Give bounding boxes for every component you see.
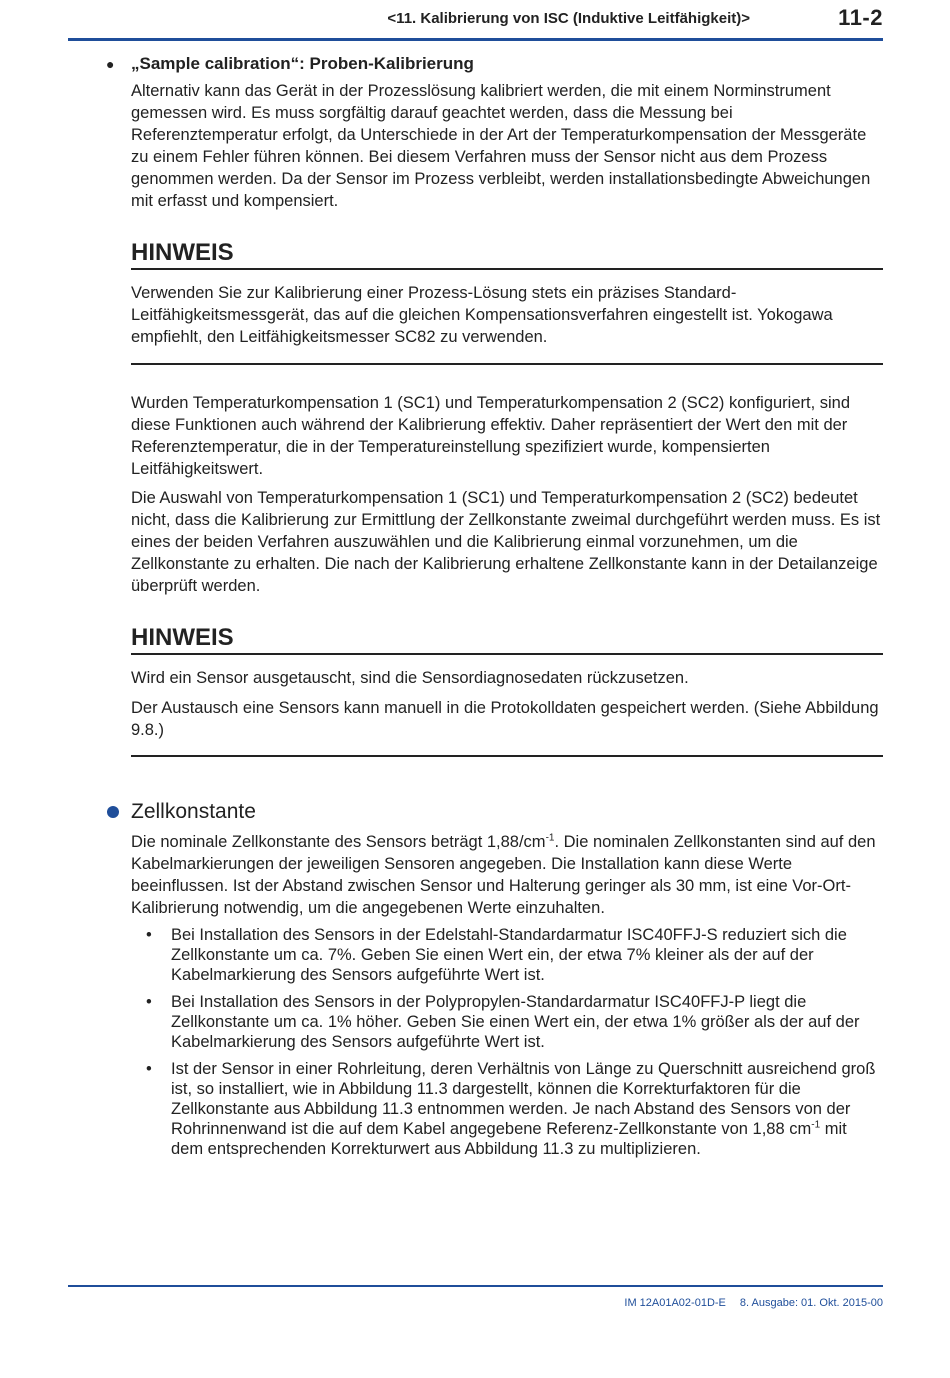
list-item bbox=[131, 992, 883, 1052]
superscript: -1 bbox=[811, 1119, 821, 1131]
cell-constant-title: Zellkonstante bbox=[131, 800, 256, 823]
intro-text-b: . Die nominalen Zellkonstanten sind auf den Kabelmarkierungen der jeweiligen Sensoren angegeben. Die Installation kann diese Werte beeinflussen. Ist der Abstand zwischen Sensor und Halterung geringer als 30 mm, ist eine Vor-Ort-Kalibrierung notwendig, um die angegebenen Werte einzuhalten. bbox=[131, 833, 876, 917]
sample-calibration-title: „Sample calibration“: Proben-Kalibrierung bbox=[131, 54, 474, 73]
note-rule bbox=[131, 363, 883, 365]
note-title: HINWEIS bbox=[131, 238, 883, 270]
temperature-compensation-section bbox=[131, 392, 883, 597]
edition-info: 8. Ausgabe: 01. Okt. 2015-00 bbox=[739, 1297, 883, 1309]
note-text-2: Der Austausch eine Sensors kann manuell in die Protokolldaten gespeichert werden. (Siehe Abbildung 9.8.) bbox=[131, 699, 879, 739]
note-box-1 bbox=[131, 238, 883, 365]
list-item-text: Ist der Sensor in einer Rohrleitung, deren Verhältnis von Länge zu Querschnitt ausreichend groß ist, so installiert, wie in Abbildung 11.3 dargestellt, können die Korrekturfaktoren für die Zellkonstante aus Abbildung 11.3 entnommen werden. Je nach Abstand des Sensors von der Rohrinnenwand ist die auf dem Kabel angegebene Referenz-Zellkonstante von 1,88 cm bbox=[171, 1060, 876, 1138]
bullet-icon: • bbox=[146, 926, 152, 944]
cell-constant-section bbox=[131, 801, 883, 1166]
note-rule bbox=[131, 755, 883, 757]
note-box-2 bbox=[131, 623, 883, 757]
list-item-text: Bei Installation des Sensors in der Polypropylen-Standardarmatur ISC40FFJ-P liegt die Zellkonstante um ca. 1% höher. Geben Sie einen Wert ein, der etwa 1% größer als der auf der Kabelmarkierung des Sensors aufgeführte Wert ist. bbox=[171, 993, 860, 1051]
sample-calibration-section bbox=[106, 53, 883, 212]
note-text-1: Wird ein Sensor ausgetauscht, sind die Sensordiagnosedaten rückzusetzen. bbox=[131, 669, 689, 687]
bullet-icon: ● bbox=[106, 56, 115, 72]
document-id: IM 12A01A02-01D-E bbox=[624, 1297, 726, 1309]
intro-text-a: Die nominale Zellkonstante des Sensors beträgt 1,88/cm bbox=[131, 833, 546, 851]
cell-constant-intro bbox=[131, 831, 883, 919]
page-header bbox=[68, 0, 883, 41]
temp-paragraph-1: Wurden Temperaturkompensation 1 (SC1) und Temperaturkompensation 2 (SC2) konfiguriert, sind diese Funktionen auch während der Kalibrierung effektiv. Daher repräsentiert der Wert den mit der Referenztemperatur, die in der Temperatureinstellung spezifiziert wurde, kompensierten Leitfähigkeitswert. bbox=[131, 394, 851, 478]
temp-paragraph-2: Die Auswahl von Temperaturkompensation 1 (SC1) und Temperaturkompensation 2 (SC2) bedeutet nicht, dass die Kalibrierung zur Ermittlung der Zellkonstante zweimal durchgeführt werden muss. Es ist eines der beiden Verfahren auszuwählen und die Kalibrierung einmal vorzunehmen, um die Zellkonstante zu erhalten. Die nach der Kalibrierung erhaltene Zellkonstante kann in der Detailanzeige überprüft werden. bbox=[131, 489, 881, 595]
note-text: Verwenden Sie zur Kalibrierung einer Prozess-Lösung stets ein präzises Standard-Leitfähigkeitsmessgerät, das auf die gleichen Kompensationsverfahren eingestellt ist. Yokogawa empfiehlt, den Leitfähigkeitsmesser SC82 zu verwenden. bbox=[131, 284, 833, 346]
bullet-icon: • bbox=[146, 993, 152, 1011]
note-title: HINWEIS bbox=[131, 623, 883, 655]
sample-calibration-text: Alternativ kann das Gerät in der Prozesslösung kalibriert werden, die mit einem Norminstrument gemessen wird. Es muss sorgfältig darauf geachtet werden, dass die Messung bei Referenztemperatur erfolgt, da Unterschiede in der Art der Temperaturkompensation der Messgeräte zu einem Fehler führen können. Bei diesem Verfahren muss der Sensor nicht aus dem Prozess genommen werden. Da der Sensor im Prozess verbleibt, werden installationsbedingte Abweichungen mit erfasst und kompensiert. bbox=[131, 82, 871, 210]
superscript: -1 bbox=[545, 832, 555, 844]
list-item-text: Bei Installation des Sensors in der Edelstahl-Standardarmatur ISC40FFJ-S reduziert sich die Zellkonstante um ca. 7%. Geben Sie einen Wert ein, der etwa 7% kleiner als der auf der Kabelmarkierung des Sensors aufgeführte Wert ist. bbox=[171, 926, 847, 984]
bullet-icon: • bbox=[146, 1060, 152, 1078]
page-number: 11-2 bbox=[838, 5, 883, 30]
chapter-title: <11. Kalibrierung von ISC (Induktive Leitfähigkeit)> bbox=[387, 10, 750, 27]
footer-info bbox=[610, 1297, 883, 1309]
sample-calibration-heading bbox=[106, 53, 883, 75]
cell-constant-list bbox=[131, 925, 883, 1159]
list-item bbox=[131, 925, 883, 985]
list-item bbox=[131, 1059, 883, 1159]
blue-bullet-icon bbox=[107, 806, 119, 818]
page-footer bbox=[68, 1285, 883, 1309]
cell-constant-heading bbox=[131, 801, 883, 823]
list-item-text-end: mit dem entsprechenden Korrekturwert aus Abbildung 11.3 zu multiplizieren. bbox=[171, 1120, 847, 1158]
